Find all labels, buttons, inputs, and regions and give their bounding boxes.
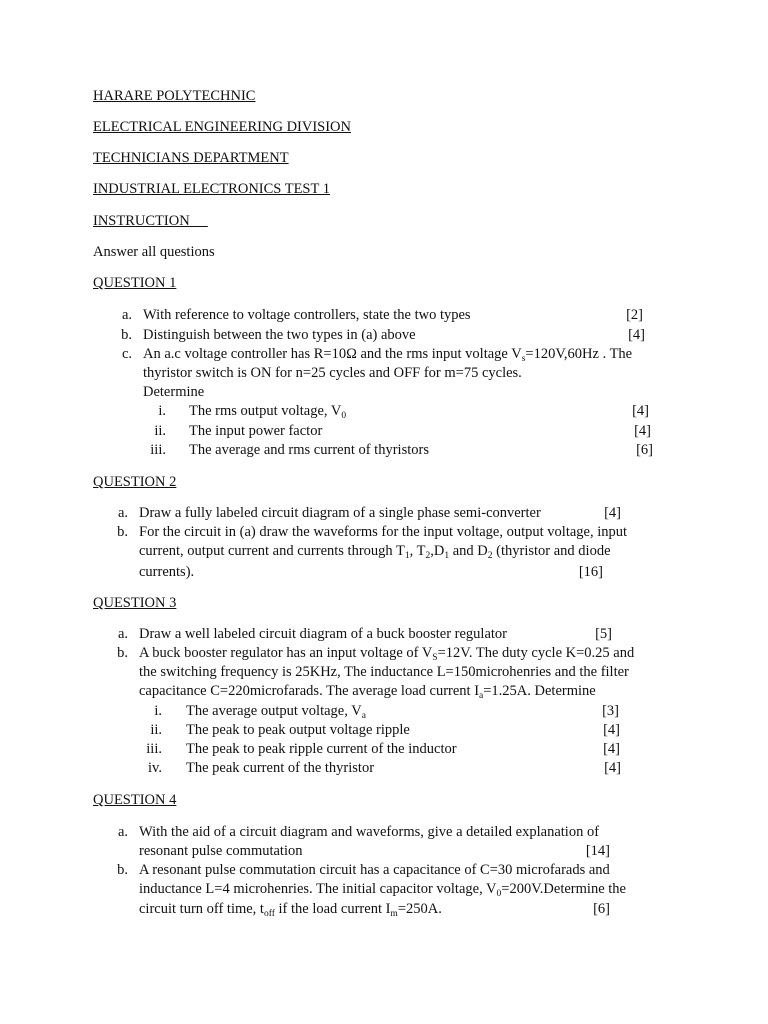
q3-b-ii-marks: [4] xyxy=(603,722,620,738)
school-name: HARARE POLYTECHNIC xyxy=(93,88,256,104)
q4-a-line-2: resonant pulse commutation xyxy=(139,843,303,859)
q1-c-ii-marks: [4] xyxy=(634,423,651,439)
test-title: INDUSTRIAL ELECTRONICS TEST 1 xyxy=(93,181,330,197)
q1-a-marks: [2] xyxy=(626,307,643,323)
q4-b-line-3: circuit turn off time, $t_{off}$ if the load current $I_m=250A$. xyxy=(139,901,442,919)
q3-b-iv-text: The peak current of the thyristor xyxy=(186,760,375,776)
q2-a-marks: [4] xyxy=(604,505,621,521)
q3-b-iv-label: iv. xyxy=(148,760,162,776)
q3-b-label: b. xyxy=(117,645,128,661)
q3-b-iii-marks: [4] xyxy=(603,741,620,757)
question-3-title: QUESTION 3 xyxy=(93,595,177,611)
q1-c-ii-text: The input power factor xyxy=(189,423,323,439)
q2-b-line-3: currents). xyxy=(139,564,195,580)
instruction-text: Answer all questions xyxy=(93,244,215,260)
instruction-heading: INSTRUCTION xyxy=(93,213,190,229)
q1-c-i-marks: [4] xyxy=(632,403,649,419)
q4-a-label: a. xyxy=(117,824,128,840)
q3-b-line-1: A buck booster regulator has an input voltage of $V_S=12V$. The duty cycle K=0.25 and xyxy=(139,645,635,663)
q3-a-marks: [5] xyxy=(595,626,612,642)
q1-b-label: b. xyxy=(121,327,132,343)
q3-b-i-text: The average output voltage, $V_a$ xyxy=(186,703,366,721)
q1-c-line-2: thyristor switch is ON for n=25 cycles and OFF for m=75 cycles. xyxy=(143,365,522,381)
q3-b-i-marks: [3] xyxy=(602,703,619,719)
q2-b-marks: [16] xyxy=(578,564,603,580)
q3-b-ii-label: ii. xyxy=(150,722,162,738)
q1-c-line-3: Determine xyxy=(143,384,205,400)
q3-b-iii-text: The peak to peak ripple current of the inductor xyxy=(186,741,457,757)
q1-c-label: c. xyxy=(121,346,132,362)
q2-a-text: Draw a fully labeled circuit diagram of a single phase semi-converter xyxy=(139,505,541,521)
q3-b-line-2: the switching frequency is 25KHz, The inductance L=150microhenries and the filter xyxy=(139,664,629,680)
q3-b-ii-text: The peak to peak output voltage ripple xyxy=(186,722,410,738)
q1-a-label: a. xyxy=(121,307,132,323)
q4-a-line-1: With the aid of a circuit diagram and waveforms, give a detailed explanation of xyxy=(139,824,600,840)
q1-c-iii-label: iii. xyxy=(150,442,166,458)
q4-b-label: b. xyxy=(117,862,128,878)
q1-c-ii-label: ii. xyxy=(154,423,166,439)
q1-c-i-text: The rms output voltage, $V_0$ xyxy=(189,403,347,421)
q2-b-line-2: current, output current and currents through $T_1$, $T_2,D_1$ and $D_2$ (thyristor and diode xyxy=(139,543,611,561)
department-name: TECHNICIANS DEPARTMENT xyxy=(93,150,289,166)
q1-b-text: Distinguish between the two types in (a) above xyxy=(143,327,416,343)
q1-c-i-label: i. xyxy=(158,403,166,419)
q1-c-iii-text: The average and rms current of thyristors xyxy=(189,442,429,458)
q3-a-text: Draw a well labeled circuit diagram of a buck booster regulator xyxy=(139,626,507,642)
q4-a-marks: [14] xyxy=(585,843,610,859)
question-1-title: QUESTION 1 xyxy=(93,275,177,291)
q1-b-marks: [4] xyxy=(628,327,645,343)
q4-b-line-2: inductance L=4 microhenries. The initial capacitor voltage, $V_0=200V.Determine$ the xyxy=(139,881,626,899)
q1-a-text: With reference to voltage controllers, state the two types xyxy=(143,307,471,323)
division-name: ELECTRICAL ENGINEERING DIVISION xyxy=(93,119,352,135)
q4-b-marks: [6] xyxy=(593,901,610,917)
question-4-title: QUESTION 4 xyxy=(93,792,177,808)
question-2-title: QUESTION 2 xyxy=(93,474,177,490)
q3-b-i-label: i. xyxy=(154,703,162,719)
q4-b-line-1: A resonant pulse commutation circuit has a capacitance of C=30 microfarads and xyxy=(139,862,610,878)
q3-a-label: a. xyxy=(117,626,128,642)
q3-b-iv-marks: [4] xyxy=(604,760,621,776)
q2-a-label: a. xyxy=(117,505,128,521)
q2-b-label: b. xyxy=(117,524,128,540)
q2-b-line-1: For the circuit in (a) draw the waveforms for the input voltage, output voltage, input xyxy=(139,524,628,540)
q3-b-line-3: capacitance C=220microfarads. The average load current $I_a=1.25A$. Determine xyxy=(139,683,596,701)
q1-c-iii-marks: [6] xyxy=(636,442,653,458)
q1-c-line-1: An a.c voltage controller has R=10Ω and the rms input voltage $V_s=120V,60Hz$ . The xyxy=(143,346,633,364)
q3-b-iii-label: iii. xyxy=(146,741,162,757)
